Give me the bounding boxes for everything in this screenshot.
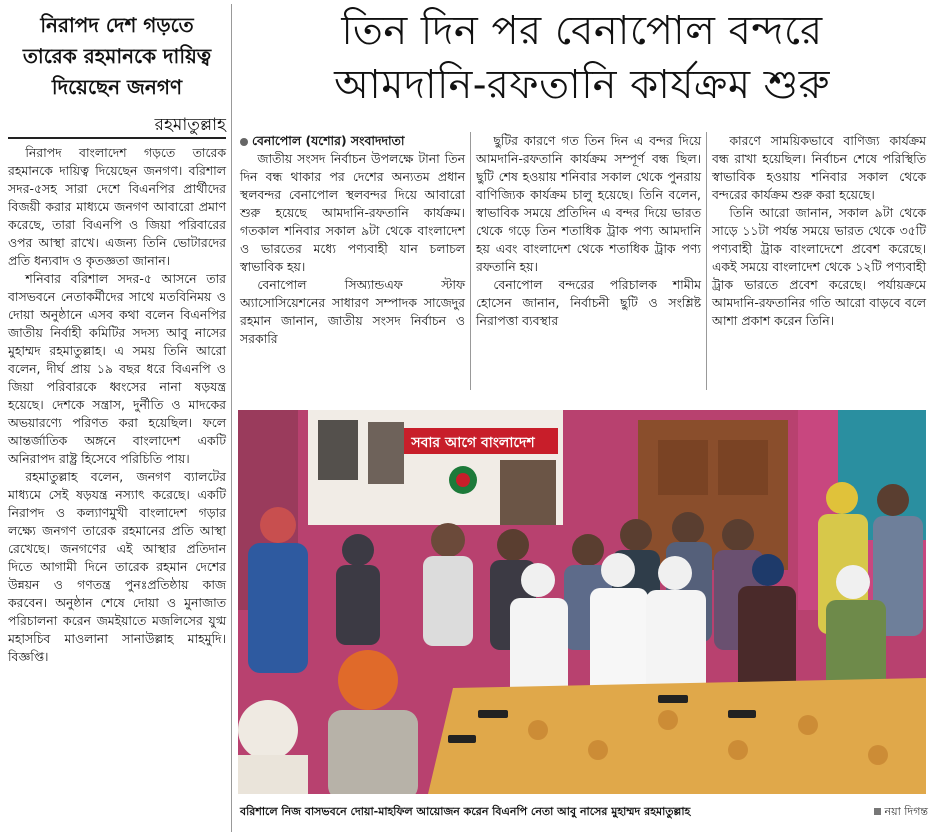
side-headline-line: দিয়েছেন জনগণ (51, 75, 183, 99)
bullet-icon (240, 138, 248, 146)
main-column-1 (240, 132, 465, 348)
column-divider (231, 4, 232, 832)
side-headline-line: তারেক রহমানকে দায়িত্ব (22, 44, 212, 68)
main-paragraph: জাতীয় সংসদ নির্বাচন উপলক্ষে টানা তিন দিন বন্ধ থাকার পর দেশের অন্যতম প্রধান স্থলবন্দর বেনাপোল স্থলবন্দর দিয়ে আবারো শুরু হয়েছে আমদানি-রফতানি কার্যক্রম। গতকাল শনিবার সকাল ৯টা থেকে বাংলাদেশ ও ভারতের মধ্যে পণ্যবাহী যান চলাচল স্বাভাবিক হয়। (240, 151, 465, 274)
news-photo (238, 410, 926, 794)
main-column-2 (476, 132, 701, 330)
main-paragraph: ছুটির কারণে গত তিন দিন এ বন্দর দিয়ে আমদানি-রফতানি কার্যক্রম সম্পূর্ণ বন্ধ ছিল। ছুটি শেষ হওয়ায় শনিবার সকাল থেকে পুনরায় বাণিজ্যিক কার্যক্রম চালু হয়েছে। তিনি বলেন, স্বাভাবিক সময়ে প্রতিদিন এ বন্দর দিয়ে ভারত থেকে গড়ে তিন শতাধিক ট্রাক পণ্য আমদানি হয় এবং বাংলাদেশ থেকে শতাধিক ট্রাক পণ্য রফতানি হয়। (476, 133, 701, 274)
side-byline: রহমাতুল্লাহ (154, 115, 226, 135)
square-icon (874, 808, 881, 815)
side-headline-line: নিরাপদ দেশ গড়তে (40, 13, 194, 37)
main-paragraph: বেনাপোল সিঅ্যান্ডএফ স্টাফ অ্যাসোসিয়েশনের সাধারণ সম্পাদক সাজেদুর রহমান জানান, জাতীয় সংসদ নির্বাচন ও সরকারি (240, 277, 465, 346)
side-paragraph: রহমাতুল্লাহ বলেন, জনগণ ব্যালটের মাধ্যমে সেই ষড়যন্ত্র নস্যাৎ করেছে। একটি নিরাপদ ও কল্যাণমুখী বাংলাদেশ গড়ার লক্ষ্যে জনগণ তারেক রহমানের প্রতি আস্থা রেখেছে। জনগণের এই আস্থার প্রতিদান দিতে আগামী দিনে তারেক রহমান দেশের উন্নয়ন ও গণতন্ত্র পুনঃপ্রতিষ্ঠায় কাজ করবেন। অনুষ্ঠান শেষে দোয়া ও মুনাজাত পরিচালনা করেন জমইয়াতে মজলিসের যুগ্ম মহাসচিব মাওলানা সানাউল্লাহ মাহমুদি। বিজ্ঞপ্তি। (8, 469, 226, 664)
side-paragraph: শনিবার বরিশাল সদর-৫ আসনে তার বাসভবনে নেতাকর্মীদের সাথে মতবিনিময় ও দোয়া অনুষ্ঠানে এসব কথা বলেন বিএনপির জাতীয় নির্বাহী কমিটির সদস্য আবু নাসের মুহাম্মদ রহমাতুল্লাহ। এ সময় তিনি আরো বলেন, দীর্ঘ প্রায় ১৯ বছর ধরে বিএনপি ও জিয়া পরিবারকে ধ্বংসের নানা ষড়যন্ত্র হয়েছে। দেশকে সন্ত্রাস, দুর্নীতি ও মাদকের অভয়ারণ্যে পরিণত করা হয়েছিল। ফলে আন্তর্জাতিক অঙ্গনে বাংলাদেশ একটি অনিরাপদ রাষ্ট্র হিসেবে পরিচিতি পায়। (8, 271, 226, 466)
main-paragraph: বেনাপোল বন্দরের পরিচালক শামীম হোসেন জানান, নির্বাচনী ছুটি ও সংশ্লিষ্ট নিরাপত্তা ব্যবস্থার (476, 277, 701, 328)
side-paragraph: নিরাপদ বাংলাদেশ গড়তে তারেক রহমানকে দায়িত্ব দিয়েছেন জনগণ। বরিশাল সদর-৫সহ সারা দেশে বিএনপির প্রার্থীদের বিজয়ী করার মাধ্যমে জনগণ আবারো প্রমাণ করেছে, তারা বিএনপি ও জিয়া পরিবারের ওপর আস্থা রাখে। এজন্য তিনি ভোটারদের প্রতি ধন্যবাদ ও কৃতজ্ঞতা জানান। (8, 145, 226, 268)
main-headline-line: আমদানি-রফতানি কার্যক্রম শুরু (334, 62, 830, 108)
main-column-3 (712, 132, 926, 330)
photo-illustration (238, 410, 926, 794)
side-divider (8, 137, 226, 139)
photo-caption: বরিশালে নিজ বাসভবনে দোয়া-মাহফিল আয়োজন করেন বিএনপি নেতা আবু নাসের মুহাম্মদ রহমাতুল্লাহ (240, 805, 691, 818)
dateline (240, 132, 465, 150)
column-divider (470, 132, 471, 390)
main-headline (232, 4, 932, 112)
column-divider (706, 132, 707, 390)
side-body (8, 144, 226, 666)
dateline-text: বেনাপোল (যশোর) সংবাদদাতা (252, 133, 405, 148)
main-paragraph: তিনি আরো জানান, সকাল ৯টা থেকে সাড়ে ১১টা পর্যন্ত সময়ে ভারত থেকে ৩৫টি পণ্যবাহী ট্রাক বাংলাদেশে প্রবেশ করেছে। একই সময়ে বাংলাদেশ থেকে ১২টি পণ্যবাহী ট্রাক ভারতে প্রবেশ করেছে। পর্যায়ক্রমে আমদানি-রফতানির গতি আরো বাড়বে বলে আশা প্রকাশ করেন তিনি। (712, 205, 926, 328)
main-paragraph: কারণে সাময়িকভাবে বাণিজ্য কার্যক্রম বন্ধ রাখা হয়েছিল। নির্বাচন শেষে পরিস্থিতি স্বাভাবিক হওয়ায় শনিবার সকাল থেকে বন্দরের কার্যক্রম শুরু করা হয়েছে। (712, 133, 926, 202)
banner-text: সবার আগে বাংলাদেশ (411, 435, 535, 451)
side-headline (8, 10, 226, 103)
photo-credit-text: নয়া দিগন্ত (884, 805, 928, 818)
main-headline-line: তিন দিন পর বেনাপোল বন্দরে (341, 8, 823, 54)
photo-credit (840, 803, 928, 822)
